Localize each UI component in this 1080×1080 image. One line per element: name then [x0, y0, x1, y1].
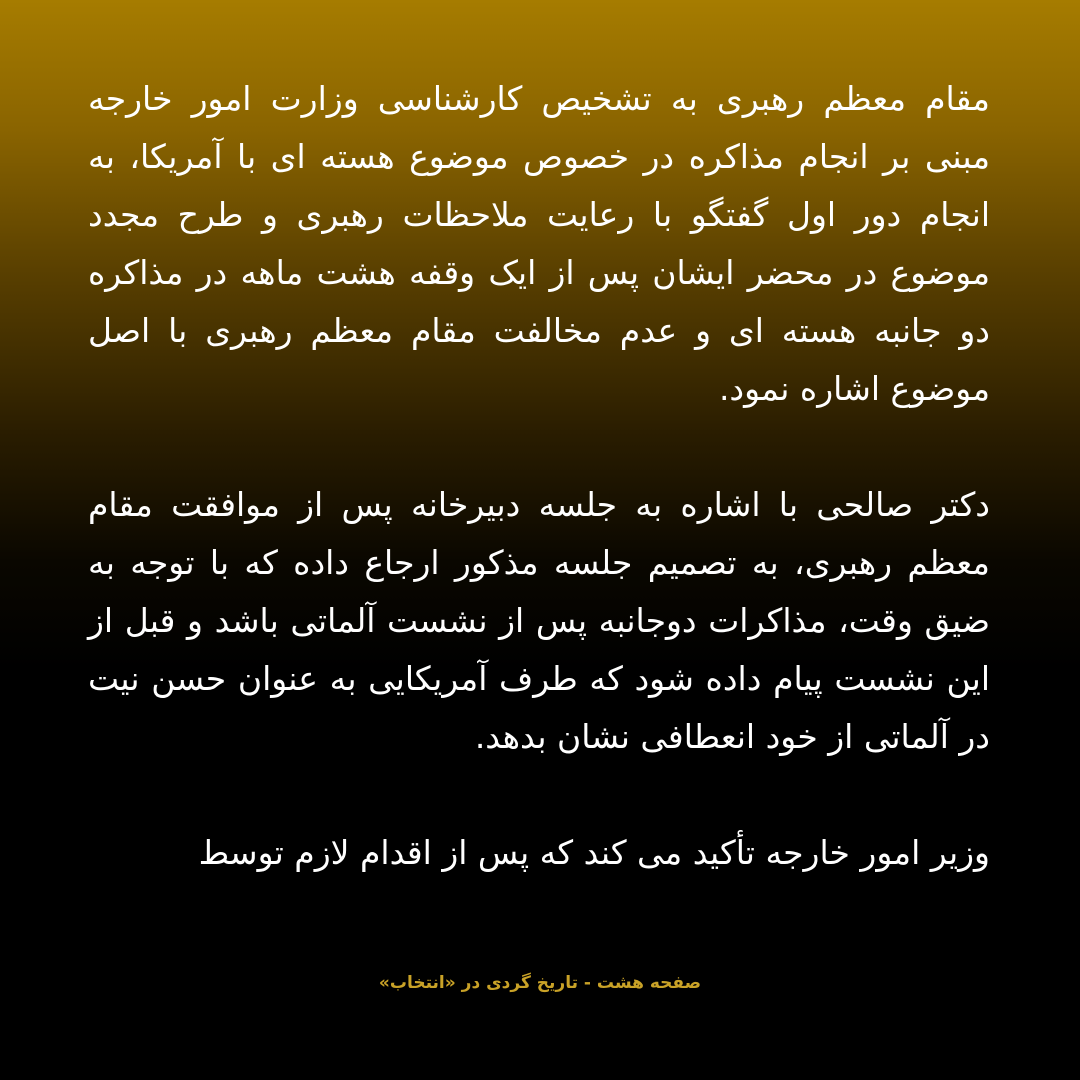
- page-caption: صفحه هشت - تاریخ گردی در «انتخاب»: [378, 973, 702, 993]
- paragraph-3: وزیر امور خارجه تأکید می کند که پس از اقدام لازم توسط: [198, 833, 990, 872]
- body-text: [88, 70, 990, 882]
- paragraph-1: مقام معظم رهبری به تشخیص کارشناسی وزارت امور خارجه مبنی بر انجام مذاکره در خصوص موضوع هسته ای با آمریکا، به انجام دور اول گفتگو با رعایت ملاحظات رهبری و طرح مجدد موضوع در محضر ایشان پس از ایک وقفه هشت ماهه در مذاکره دو جانبه هسته ای و عدم مخالفت مقام معظم رهبری با اصل موضوع اشاره نمود.: [88, 79, 990, 408]
- paragraph-2: دکتر صالحی با اشاره به جلسه دبیرخانه پس از موافقت مقام معظم رهبری، به تصمیم جلسه مذکور ارجاع داده که با توجه به ضیق وقت، مذاکرات دوجانبه پس از نشست آلماتی باشد و قبل از این نشست پیام داده شود که طرف آمریکایی به عنوان حسن نیت در آلماتی از خود انعطافی نشان بدهد.: [88, 485, 990, 756]
